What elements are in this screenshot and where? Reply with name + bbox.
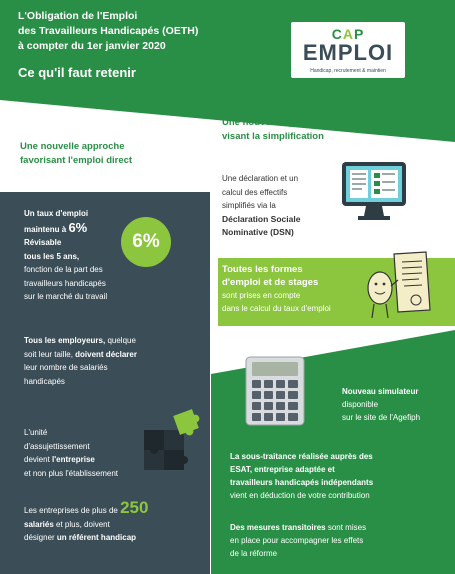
logo-cap-text: CAP: [331, 26, 365, 42]
page-subtitle: Ce qu'il faut retenir: [18, 65, 136, 80]
unit-text: L'unité d'assujettissement devient l'entreprise et non plus l'établissement: [24, 428, 119, 478]
puzzle-icon: [140, 408, 202, 474]
employment-forms-text: Toutes les formes d'emploi et de stages sont prises en compte dans le calcul du taux d'emploi: [222, 264, 331, 313]
left-section-heading: Une nouvelle approche favorisant l'emploi direct: [20, 141, 133, 166]
employment-rate-text: Un taux d'emploi maintenu à 6% Révisable tous les 5 ans, fonction de la part des travailleurs handicapés sur le marché du travail: [24, 209, 108, 301]
declaration-text: Une déclaration et un calcul des effectifs simplifiés via la Déclaration Sociale Nominative (DSN): [222, 174, 301, 237]
employers-text: Tous les employeurs, quelque soit leur taille, doivent déclarer leur nombre de salariés handicapés: [24, 336, 137, 386]
computer-screen-icon: [340, 160, 408, 222]
header-title: L'Obligation de l'Emploi des Travailleurs Handicapés (OETH) à compter du 1er janvier 2020: [18, 10, 199, 52]
simulator-text: Nouveau simulateur disponible sur le site de l'Agefiph: [342, 387, 421, 422]
cap-emploi-logo: [291, 22, 405, 78]
six-percent-badge: 6%: [121, 217, 171, 267]
referent-text: Les entreprises de plus de 250 salariés et plus, doivent désigner un référent handicap: [24, 498, 149, 542]
logo-tagline: Handicap, recrutement & maintien: [310, 68, 386, 74]
transitional-measures-text: Des mesures transitoires sont mises en place pour accompagner les effets de la réforme: [230, 523, 367, 558]
calculator-icon: [244, 355, 306, 427]
right-section-heading: Une nouvelle approche visant la simplification: [222, 117, 327, 142]
subcontracting-text: La sous-traitance réalisée auprès des ESAT, entreprise adaptée et travailleurs handicapés indépendants vient en déduction de votre contribution: [230, 452, 374, 500]
document-character-icon: [364, 250, 434, 322]
logo-emploi-text: EMPLOI: [302, 40, 394, 65]
